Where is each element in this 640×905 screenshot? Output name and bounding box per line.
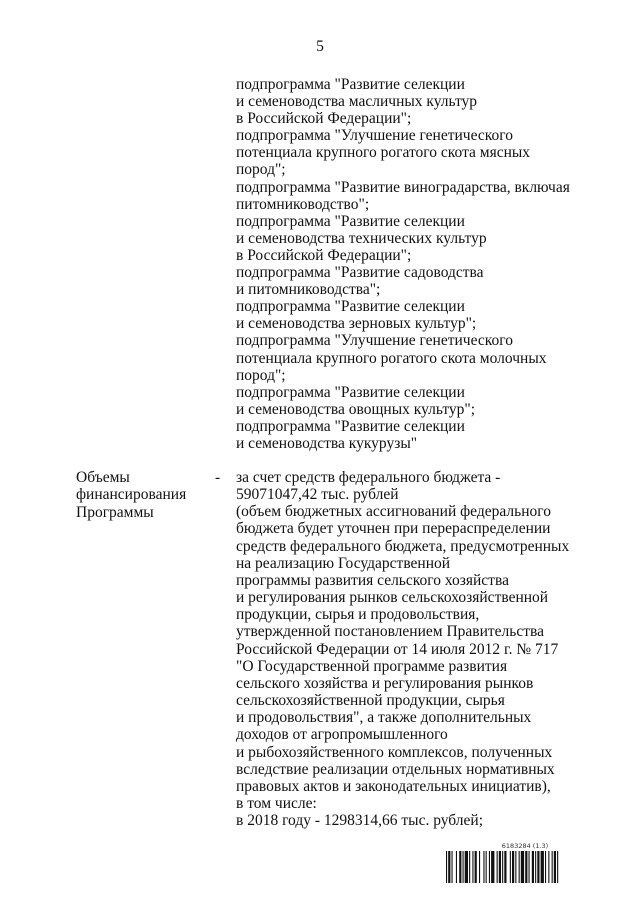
financing-text-line: программы развития сельского хозяйства [236,571,509,589]
subprogram-line: в Российской Федерации"; [236,246,412,264]
subprogram-line: подпрограмма "Улучшение генетического [236,332,513,350]
financing-text-line: на реализацию Государственной [236,554,451,572]
subprogram-line: подпрограмма "Развитие селекции [236,383,465,401]
subprogram-line: и питомниководства"; [236,281,381,299]
barcode-icon [446,851,602,883]
financing-label-line: финансирования [76,486,187,504]
financing-text-line: в 2018 году - 1298314,66 тыс. рублей; [236,812,484,830]
financing-text-line: бюджета будет уточнен при перераспределении [236,520,551,538]
financing-text-line: утвержденной постановлением Правительства [236,623,544,641]
financing-text-line: сельского хозяйства и регулирования рынков [236,674,534,692]
financing-label-line: Программы [76,503,154,521]
financing-text-line: и регулирования рынков сельскохозяйственной [236,589,549,607]
subprogram-line: питомниководство"; [236,195,370,213]
subprogram-line: и семеноводства технических культур [236,229,487,247]
financing-text-line: продукции, сырья и продовольствия, [236,606,480,624]
subprogram-line: пород"; [236,366,286,384]
subprogram-line: и семеноводства кукурузы" [236,434,418,452]
financing-text-line: 59071047,42 тыс. рублей [236,486,399,504]
financing-text [236,469,596,829]
financing-text-line: правовых актов и законодательных инициатив), [236,777,551,795]
subprogram-line: потенциала крупного рогатого скота молочных [236,349,547,367]
financing-text-line: "О Государственной программе развития [236,657,508,675]
subprogram-line: в Российской Федерации"; [236,110,412,128]
subprogram-list [236,76,596,452]
financing-text-line: сельскохозяйственной продукции, сырья [236,692,505,710]
subprogram-line: подпрограмма "Развитие селекции [236,417,465,435]
financing-text-line: (объем бюджетных ассигнований федерального [236,503,551,521]
financing-text-line: в том числе: [236,794,317,812]
subprogram-line: подпрограмма "Развитие селекции [236,298,465,316]
financing-label-line: Объемы [76,469,130,486]
subprogram-line: потенциала крупного рогатого скота мясных [236,144,531,162]
subprogram-line: пород"; [236,161,286,179]
subprogram-line: подпрограмма "Развитие селекции [236,76,465,93]
barcode-code: 6183284 (1.3) [501,842,549,850]
subprogram-line: и семеноводства овощных культур"; [236,400,476,418]
financing-text-line: Российской Федерации от 14 июля 2012 г. № 717 [236,640,559,658]
financing-text-line: и рыбохозяйственного комплексов, полученных [236,743,553,761]
financing-text-line: вследствие реализации отдельных нормативных [236,760,555,778]
page-number: 5 [316,38,324,55]
subprogram-line: подпрограмма "Развитие селекции [236,212,465,230]
barcode-block [446,842,602,884]
subprogram-line: подпрограмма "Развитие виноградарства, включая [236,178,570,196]
subprogram-line: подпрограмма "Улучшение генетического [236,127,513,145]
financing-text-line: за счет средств федерального бюджета - [236,469,501,486]
subprogram-line: подпрограмма "Развитие садоводства [236,264,484,282]
financing-dash: - [215,469,221,486]
financing-text-line: средств федерального бюджета, предусмотренных [236,537,570,555]
financing-label [76,469,216,521]
subprogram-line: и семеноводства зерновых культур"; [236,315,477,333]
financing-text-line: и продовольствия", а также дополнительных [236,709,532,727]
financing-text-line: доходов от агропромышленного [236,726,448,744]
subprogram-line: и семеноводства масличных культур [236,93,478,111]
